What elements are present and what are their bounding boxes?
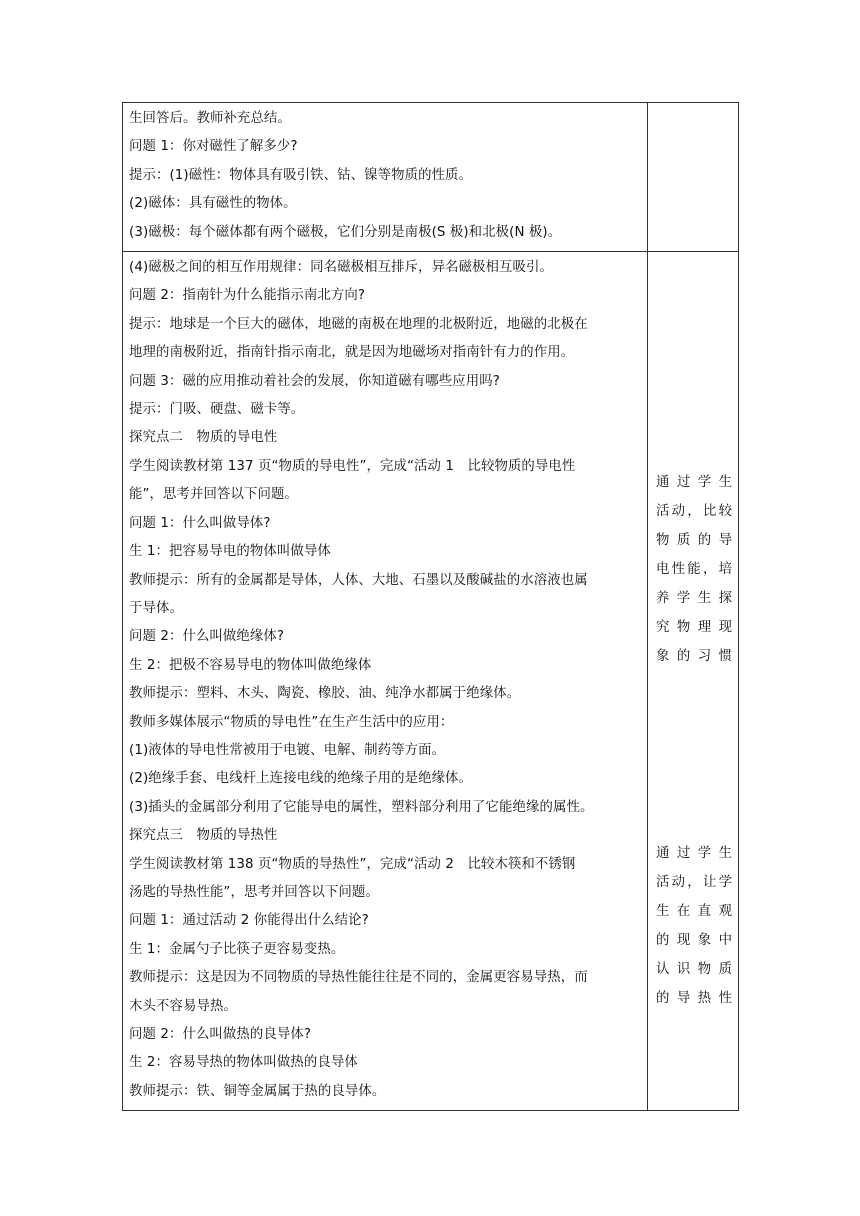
content-cell [123,252,648,1111]
note-line: 生在直观 [656,904,732,920]
note-line: 活动，比较 [656,504,732,520]
content-block-2 [123,252,647,1110]
table-row [123,103,739,252]
text-line: 于导体。 [129,600,183,616]
note-cell-empty [648,103,739,252]
text-line: 生 1：把容易导电的物体叫做导体 [129,544,331,560]
content-cell [123,103,648,252]
note-line: 养学生探 [656,591,732,607]
content-block-1 [123,103,647,251]
text-line: 问题 2：指南针为什么能指示南北方向? [129,288,366,304]
text-line: (3)磁极：每个磁体都有两个磁极，它们分别是南极(S 极)和北极(N 极)。 [129,224,562,240]
text-line: 地理的南极附近，指南针指示南北，就是因为地磁场对指南针有力的作用。 [129,345,575,361]
text-line: 学生阅读教材第 138 页“物质的导热性”，完成“活动 2 比较木筷和不锈钢 [129,856,576,872]
text-line: 教师提示：铁、铜等金属属于热的良导体。 [129,1083,386,1099]
text-line: 木头不容易导热。 [129,998,237,1014]
text-line: 提示：门吸、硬盘、磁卡等。 [129,402,305,418]
text-line: 问题 2：什么叫做绝缘体? [129,629,285,645]
text-line: 提示：地球是一个巨大的磁体，地磁的南极在地理的北极附近，地磁的北极在 [129,316,588,332]
note-cell [648,252,739,1111]
text-line: 提示：(1)磁性：物体具有吸引铁、钴、镍等物质的性质。 [129,167,473,183]
note-line: 的现象中 [656,933,732,949]
text-line: 探究点三 物质的导热性 [129,828,278,844]
text-line: 生 1：金属勺子比筷子更容易变热。 [129,941,345,957]
note-line: 认识物质 [656,962,732,978]
table-row [123,252,739,1111]
text-line: 探究点二 物质的导电性 [129,430,278,446]
lesson-table [122,102,739,1111]
text-line: 生回答后。教师补充总结。 [129,111,291,126]
text-line: 问题 3：磁的应用推动着社会的发展，你知道磁有哪些应用吗? [129,373,500,389]
note-line: 究物理现 [656,620,732,636]
note-line: 通过学生 [656,846,732,862]
text-line: 生 2：把极不容易导电的物体叫做绝缘体 [129,657,372,673]
note-line: 的导热性 [656,991,732,1007]
text-line: (4)磁极之间的相互作用规律：同名磁极相互排斥，异名磁极相互吸引。 [129,260,553,276]
teaching-note-thermal [656,839,732,1013]
text-line: 问题 2：什么叫做热的良导体? [129,1027,312,1042]
text-line: 问题 1：什么叫做导体? [129,515,271,531]
teaching-note-conductivity [656,468,732,671]
text-line: 教师提示：所有的金属都是导体，人体、大地、石墨以及酸碱盐的水溶液也属 [129,572,588,588]
text-line: 教师多媒体展示“物质的导电性”在生产生活中的应用： [129,714,454,730]
text-line: 问题 1：你对磁性了解多少? [129,139,298,155]
note-line: 象的习惯 [656,649,732,665]
note-line: 通过学生 [656,475,732,491]
text-line: 教师提示：塑料、木头、陶瓷、橡胶、油、纯净水都属于绝缘体。 [129,686,521,702]
text-line: 汤匙的导热性能”，思考并回答以下问题。 [129,884,379,900]
note-line: 活动，让学 [656,875,732,891]
text-line: (2)绝缘手套、电线杆上连接电线的绝缘子用的是绝缘体。 [129,771,473,787]
text-line: 教师提示：这是因为不同物质的导热性能往往是不同的，金属更容易导热，而 [129,970,588,986]
text-line: 问题 1：通过活动 2 你能得出什么结论? [129,913,369,929]
text-line: 学生阅读教材第 137 页“物质的导电性”，完成“活动 1 比较物质的导电性 [129,458,576,474]
text-line: (3)插头的金属部分利用了它能导电的属性，塑料部分利用了它能绝缘的属性。 [129,799,594,815]
text-line: (1)液体的导电性常被用于电镀、电解、制药等方面。 [129,742,446,758]
note-line: 物质的导 [656,533,732,549]
note-line: 电性能，培 [656,562,732,578]
text-line: 能”，思考并回答以下问题。 [129,487,298,503]
text-line: (2)磁体：具有磁性的物体。 [129,196,297,212]
text-line: 生 2：容易导热的物体叫做热的良导体 [129,1055,358,1071]
